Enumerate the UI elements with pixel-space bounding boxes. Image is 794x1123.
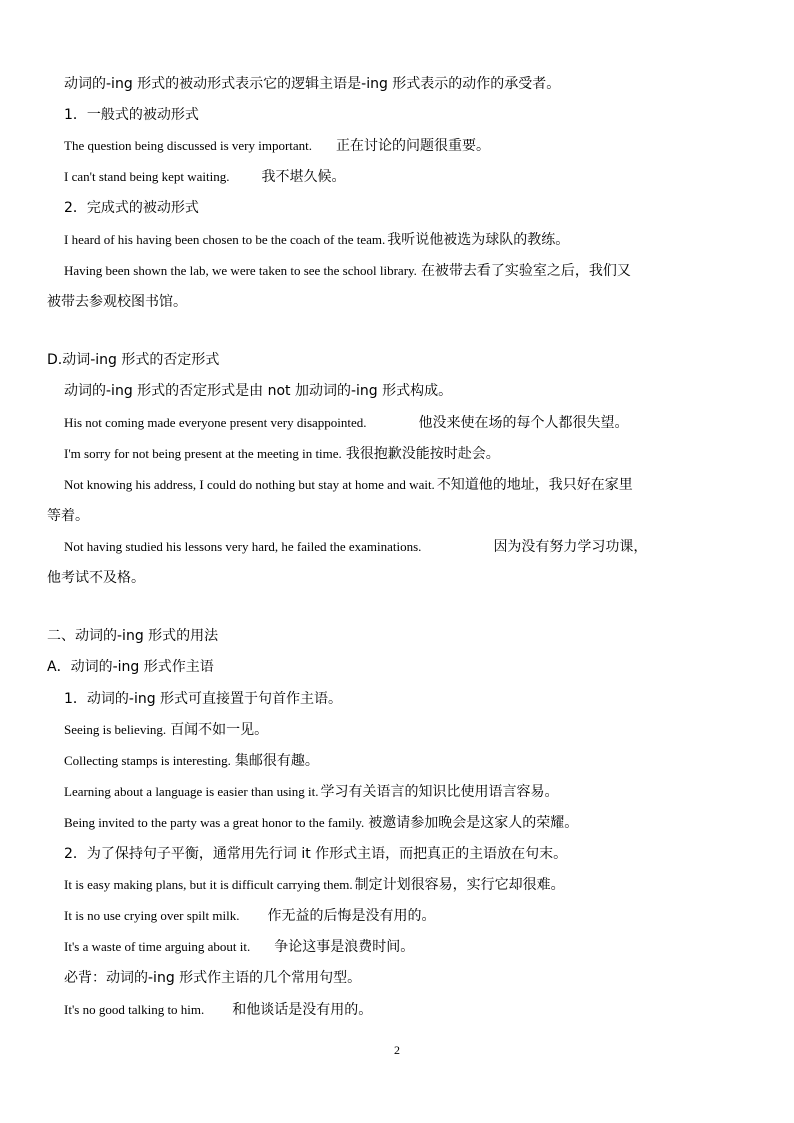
chinese-text: 作无益的后悔是没有用的。 [267,908,436,924]
section-heading [0,351,794,369]
section-heading [0,690,794,708]
chinese-text: 必背：动词的-ing 形式作主语的几个常用句型。 [64,970,362,986]
chinese-text: 和他谈话是没有用的。 [232,1002,373,1018]
chinese-text: 他没来使在场的每个人都很失望。 [418,415,629,431]
chinese-text: 正在讨论的问题很重要。 [336,138,491,154]
english-text: I heard of his having been chosen to be the coach of the team. [64,232,386,247]
english-text: Learning about a language is easier than using it. [64,784,319,799]
page-number: 2 [394,1043,400,1057]
english-text: It is easy making plans, but it is difficult carrying them. [64,877,353,892]
english-text: Having been shown the lab, we were taken to see the school library. [64,263,417,278]
example-line [0,783,794,801]
chinese-text: 不知道他的地址，我只好在家里 [436,477,633,493]
example-line [0,814,794,832]
chinese-text: 制定计划很容易，实行它却很难。 [354,877,565,893]
chinese-text: 在被带去看了实验室之后，我们又 [420,263,631,279]
paragraph-line [0,75,794,93]
chinese-text: 被邀请参加晚会是这家人的荣耀。 [368,815,579,831]
section-heading [0,199,794,217]
paragraph-line [0,293,794,311]
example-line [0,445,794,463]
chinese-text: 2．为了保持句子平衡，通常用先行词 it 作形式主语，而把真正的主语放在句末。 [64,846,568,862]
chinese-text: 1．动词的-ing 形式可直接置于句首作主语。 [64,691,343,707]
example-line [0,476,794,494]
english-text: It is no use crying over spilt milk. [64,908,240,923]
example-line [0,1001,794,1019]
example-line [0,721,794,739]
section-heading [0,969,794,987]
english-text: Being invited to the party was a great honor to the family. [64,815,365,830]
example-line [0,752,794,770]
chinese-text: A．动词的-ing 形式作主语 [47,659,214,675]
chinese-text: 2．完成式的被动形式 [64,200,199,216]
chinese-text: 我不堪久候。 [261,169,346,185]
chinese-text: 百闻不如一见。 [170,722,269,738]
chinese-text: 他考试不及格。 [47,570,145,586]
chinese-text: 被带去参观校图书馆。 [47,294,187,310]
section-heading [0,845,794,863]
paragraph-line [0,382,794,400]
chinese-text: 集邮很有趣。 [234,753,319,769]
chinese-text: 二、动词的-ing 形式的用法 [47,628,219,644]
chinese-text: 我听说他被选为球队的教练。 [387,232,570,248]
chinese-text: D.动词-ing 形式的否定形式 [47,352,220,368]
example-line [0,538,794,556]
english-text: His not coming made everyone present very disappointed. [64,415,367,430]
chinese-text: 因为没有努力学习功课， [493,539,648,555]
section-heading [0,627,794,645]
example-line [0,137,794,155]
english-text: The question being discussed is very important. [64,138,313,153]
paragraph-line [0,569,794,587]
section-heading [0,106,794,124]
chinese-text: 等着。 [47,508,89,524]
english-text: Not knowing his address, I could do nothing but stay at home and wait. [64,477,435,492]
example-line [0,938,794,956]
english-text: It's no good talking to him. [64,1002,205,1017]
chinese-text: 1．一般式的被动形式 [64,107,199,123]
english-text: Collecting stamps is interesting. [64,753,231,768]
chinese-text: 动词的-ing 形式的被动形式表示它的逻辑主语是-ing 形式表示的动作的承受者。 [64,76,561,92]
chinese-text: 动词的-ing 形式的否定形式是由 not 加动词的-ing 形式构成。 [64,383,453,399]
example-line [0,168,794,186]
english-text: It's a waste of time arguing about it. [64,939,251,954]
chinese-text: 学习有关语言的知识比使用语言容易。 [320,784,559,800]
example-line [0,907,794,925]
example-line [0,876,794,894]
english-text: I'm sorry for not being present at the meeting in time. [64,446,342,461]
english-text: Not having studied his lessons very hard, he failed the examinations. [64,539,422,554]
section-heading [0,658,794,676]
example-line [0,231,794,249]
chinese-text: 我很抱歉没能按时赴会。 [345,446,500,462]
example-line [0,262,794,280]
chinese-text: 争论这事是浪费时间。 [274,939,415,955]
paragraph-line [0,507,794,525]
example-line [0,414,794,432]
english-text: I can't stand being kept waiting. [64,169,230,184]
english-text: Seeing is believing. [64,722,167,737]
